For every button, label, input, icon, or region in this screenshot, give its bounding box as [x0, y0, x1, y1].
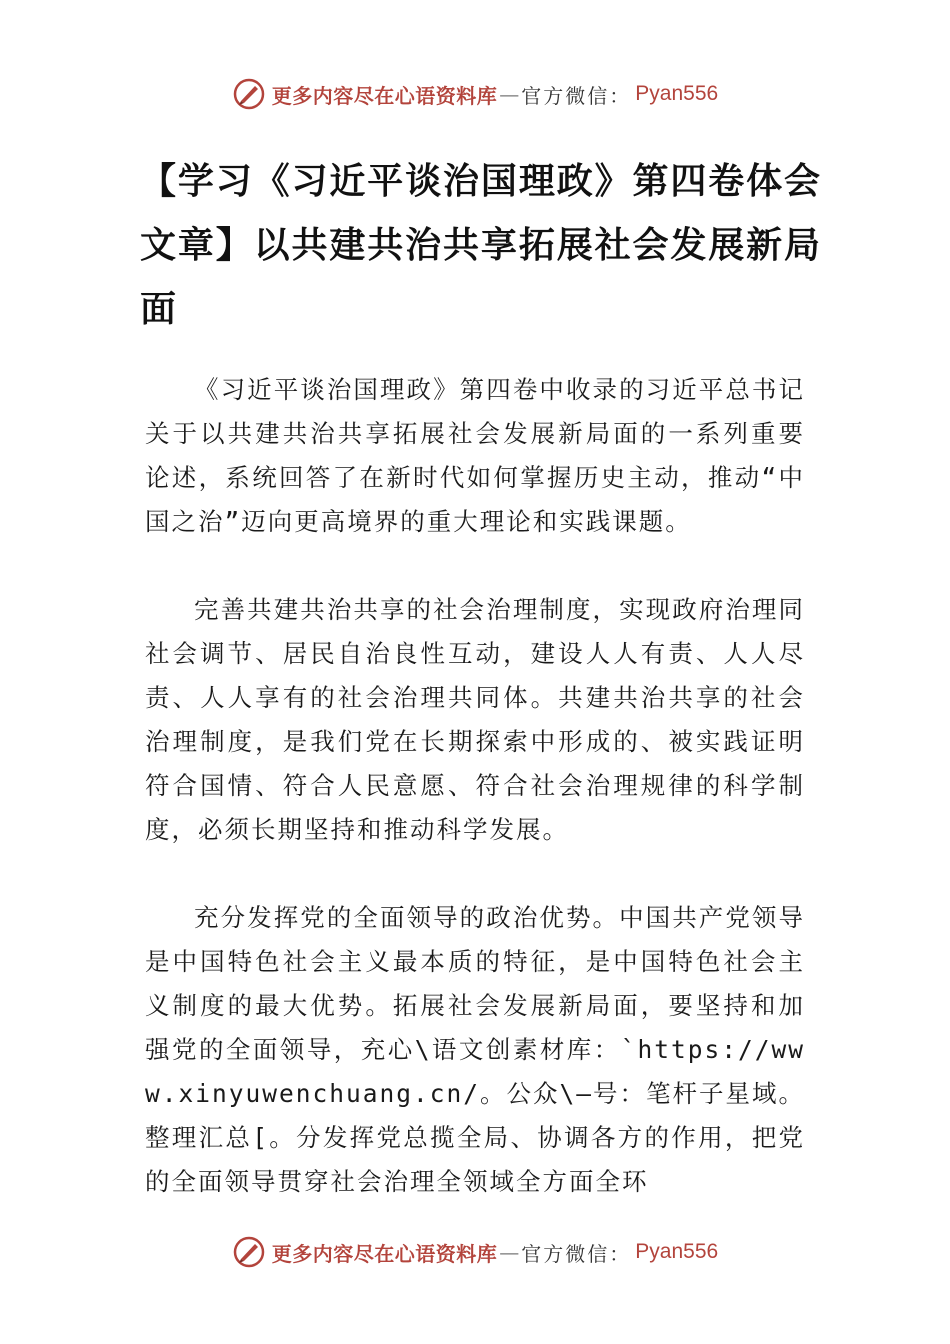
footer-banner	[0, 1232, 950, 1272]
paragraph: 完善共建共治共享的社会治理制度，实现政府治理同社会调节、居民自治良性互动，建设人人有责、人人尽责、人人享有的社会治理共同体。共建共治共享的社会治理制度，是我们党在长期探索中形成的、被实践证明符合国情、符合人民意愿、符合社会治理规律的科学制度，必须长期坚持和推动科学发展。	[145, 595, 805, 844]
paragraph: 充分发挥党的全面领导的政治优势。中国共产党领导是中国特色社会主义最本质的特征，是中国特色社会主义制度的最大优势。拓展社会发展新局面，要坚持和加强党的全面领导，充心\语文创素材库：`https://www.xinyuwenchuang.cn/。公众\—号：笔杆子星域。整理汇总[。分发挥党总揽全局、协调各方的作用，把党的全面领导贯穿社会治理全领域全方面全环	[145, 903, 806, 1196]
banner-separator: —	[499, 82, 520, 106]
banner-wechat-label: 官方微信：	[521, 1241, 632, 1266]
document-body	[145, 368, 805, 1204]
banner-text: 更多内容尽在心语资料库	[271, 83, 498, 108]
banner-separator: —	[499, 1240, 520, 1264]
banner-wechat-label: 官方微信：	[521, 83, 632, 108]
banner-wechat-id: Pyan556	[635, 1240, 719, 1263]
pen-quill-logo-icon	[232, 1235, 266, 1269]
paragraph: 《习近平谈治国理政》第四卷中收录的习近平总书记关于以共建共治共享拓展社会发展新局面的一系列重要论述，系统回答了在新时代如何掌握历史主动，推动“中国之治”迈向更高境界的重大理论和实践课题。	[145, 375, 805, 536]
banner-wechat-id: Pyan556	[635, 82, 719, 105]
header-banner	[0, 74, 950, 114]
banner-text: 更多内容尽在心语资料库	[271, 1241, 498, 1266]
document-title: 【学习《习近平谈治国理政》第四卷体会文章】以共建共治共享拓展社会发展新局面	[140, 161, 820, 330]
pen-quill-logo-icon	[232, 77, 266, 111]
